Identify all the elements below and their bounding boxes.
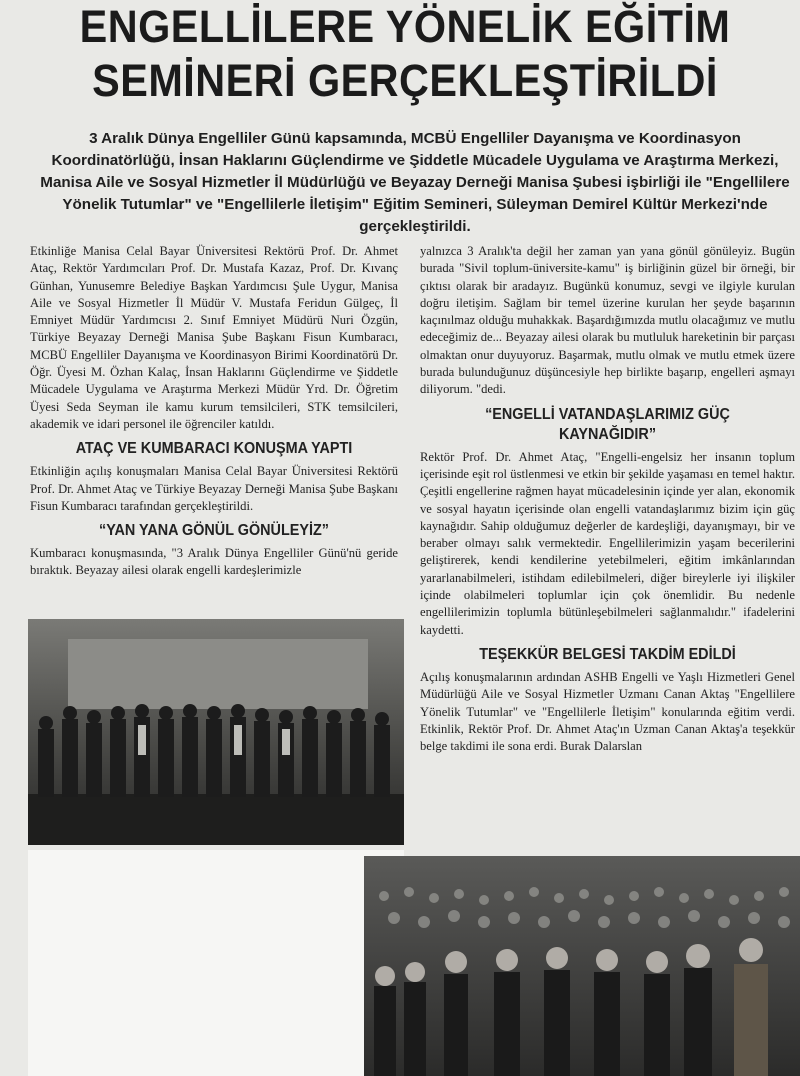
right-rector-paragraph: Rektör Prof. Dr. Ahmet Ataç, "Engelli-engelsiz her insanın toplum içerisinde eşit rol üstlenmesi ve etkin bir şekilde yaşaması en temel haktır. Çeşitli engellerine rağmen hayat mücadelesinin içinde yer alan, ekonomik ve sosyal hayatın içerisinde olan engelli vatandaşlarımız bizim için güç kaynağıdır. Sahip olduğumuz değerler de kardeşliği, dayanışmayı, bir ve beraber olmayı salık vermektedir. Engellilerimizin yaşam becerilerini geliştirerek, kendi kendilerine yetebilmeleri, eğitim imkânlarından yararlanabilmeleri, istihdam edilebilmeleri, diğer bireylerle iyi ilişkiler içinde olabilmeleri toplumlar için çok önemlidir. Bu nedenle engellilerimizin toplumla bütünleşebilmeleri sağlanmalıdır." ifadelerini kaydetti. bbox=[420, 449, 795, 637]
left-kumbaraci-paragraph: Kumbaracı konuşmasında, "3 Aralık Dünya Engelliler Günü'nü geride bıraktık. Beyazay ailesi olarak engelli kardeşlerimizle bbox=[30, 546, 398, 578]
lead-paragraph: 3 Aralık Dünya Engelliler Günü kapsamında, MCBÜ Engelliler Dayanışma ve Koordinasyon Koordinatörlüğü, İnsan Haklarını Güçlendirme ve Şiddetle Mücadele Uygulama ve Araştırma Merkezi, Manisa Aile ve Sosyal Hizmetler İl Müdürlüğü ve Beyazay Derneği Manisa Şubesi işbirliği ile "Engellilere Yönelik Tutumlar" ve "Engellilerle İletişim" Eğitim Semineri, Süleyman Demirel Kültür Merkezi'nde gerçekleştirildi. bbox=[40, 130, 790, 235]
left-intro-paragraph: Etkinliğe Manisa Celal Bayar Üniversitesi Rektörü Prof. Dr. Ahmet Ataç, Rektör Yardımcıları Prof. Dr. Mustafa Kazaz, Prof. Dr. Kıvanç Günhan, Yunusemre Belediye Başkan Yardımcısı Şule Uygur, Manisa Aile ve Sosyal Hizmetler İl Müdür V. Mustafa Feridun Gülgeç, İl Emniyet Müdür Yardımcısı 2. Sınıf Emniyet Müdürü Nuri Özgün, Türkiye Beyazay Derneği Manisa Şube Başkanı Fisun Kumbaracı, MCBÜ Engelliler Dayanışma ve Koordinasyon Birimi Koordinatörü Dr. Öğr. Üyesi M. Özhan Kalaç, İnsan Haklarını Güçlendirme ve Şiddetle Mücadele Uygulama ve Araştırma Merkezi Müdür Yrd. Dr. Öğretim Üyesi Seda Seyman ile kamu kurum temsilcileri, STK temsilcileri, akademik ve idari personel ile öğrenciler katıldı. bbox=[30, 244, 398, 431]
right-continuation-paragraph: yalnızca 3 Aralık'ta değil her zaman yan yana gönül gönüleyiz. Bugün burada "Sivil toplum-üniversite-kamu" iş birliğinin güzel bir örneği, bir çıktısı olarak bir aradayız. Bugünkü konumuz, sevgi ve ilgiyle kurulan doğru iletişim. Sağlam bir temel üzerine kurulan her şeyde başarının kaçınılmaz olduğu muhakkak. Başardığımızda mutlu olacağımız ve mutlu edeceğimiz de... Beyazay ailesi olarak bu mutluluk hareketinin bir parçası olmaktan onur duyuyoruz. Başarmak, mutlu olmak ve mutlu etmek üzere burada bulunduğunuz düşüncesiyle hep birlikte başarıp, engelleri aşmayı diliyorum. "dedi. bbox=[420, 244, 795, 397]
headline-line-1: ENGELLİLERE YÖNELİK EĞİTİM bbox=[79, 1, 731, 52]
blank-space bbox=[28, 850, 404, 1076]
audience-photo bbox=[364, 856, 800, 1076]
right-closing-paragraph: Açılış konuşmalarının ardından ASHB Engelli ve Yaşlı Hizmetleri Genel Müdürlüğü Aile ve Sosyal Hizmetler Uzmanı Canan Aktaş "Engellilere Yönelik Tutumlar" ve "Engellilerle İletişim" konularında eğitim verdi. Etkinlik, Rektör Prof. Dr. Ahmet Ataç'ın Uzman Canan Aktaş'a teşekkür belge takdimi ile sona erdi. Burak Dalarslan bbox=[420, 669, 795, 754]
headline bbox=[60, 0, 750, 108]
audience-photo-image bbox=[364, 856, 800, 1076]
left-column bbox=[30, 243, 398, 580]
headline-line-2: SEMİNERİ GERÇEKLEŞTİRİLDİ bbox=[92, 55, 718, 106]
subheading-atac-kumbaraci: ATAÇ VE KUMBARACI KONUŞMA YAPTI bbox=[75, 440, 353, 458]
subheading-yan-yana: “YAN YANA GÖNÜL GÖNÜLEYİZ” bbox=[99, 522, 329, 540]
left-opening-paragraph: Etkinliğin açılış konuşmaları Manisa Celal Bayar Üniversitesi Rektörü Prof. Dr. Ahmet Ataç ve Türkiye Beyazay Derneği Manisa Şube Başkanı Fisun Kumbaracı tarafından gerçekleştirildi. bbox=[30, 464, 398, 513]
subheading-guc-kaynagi: “ENGELLİ VATANDAŞLARIMIZ GÜÇ KAYNAĞIDIR” bbox=[485, 405, 730, 443]
group-photo-stage-image bbox=[28, 619, 404, 845]
subheading-tesekkur-belgesi: TEŞEKKÜR BELGESİ TAKDİM EDİLDİ bbox=[479, 645, 736, 663]
group-photo-stage bbox=[28, 619, 404, 845]
right-column bbox=[420, 243, 795, 755]
